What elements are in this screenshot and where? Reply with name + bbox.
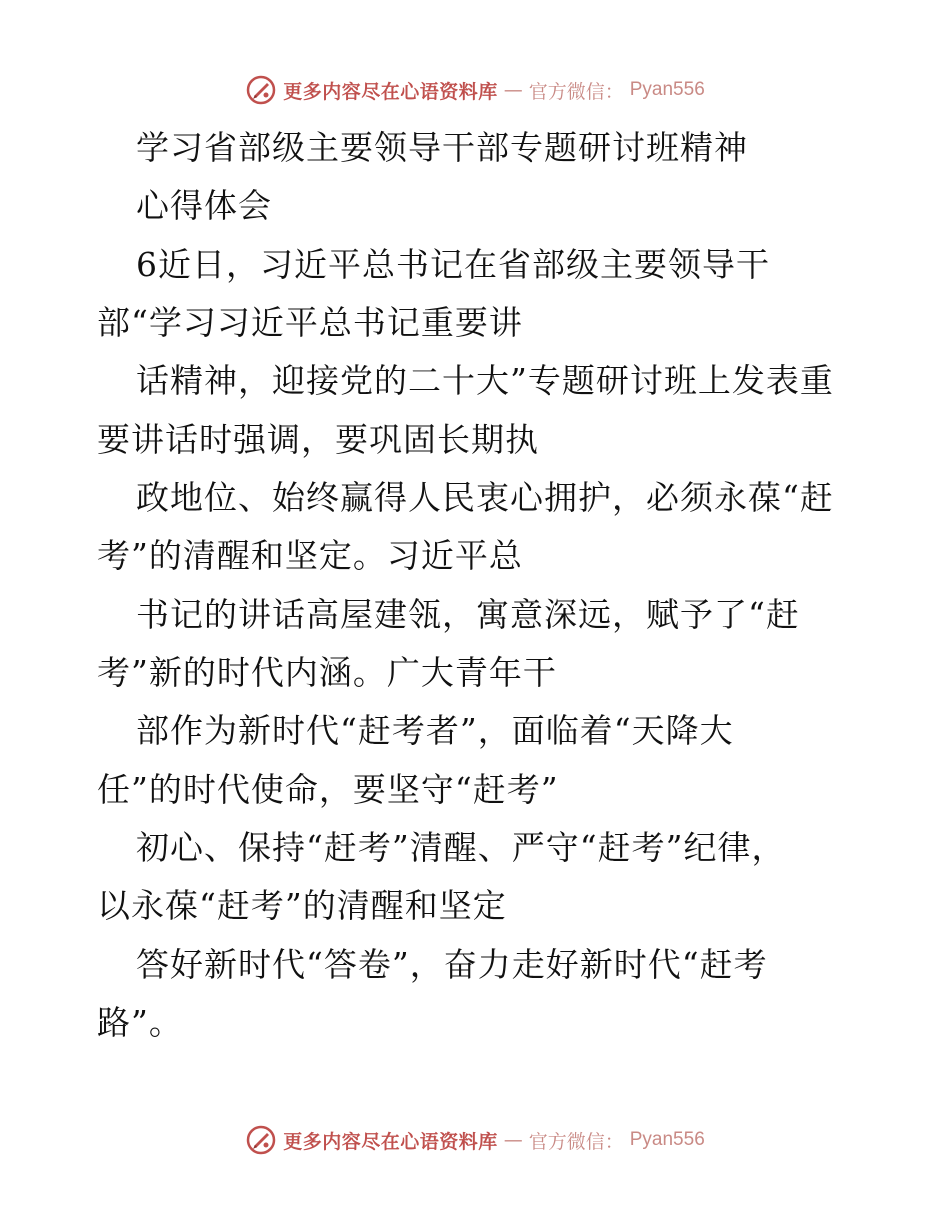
- doc-title-line-1: 学习省部级主要领导干部专题研讨班精神: [136, 128, 748, 167]
- doc-text-line: 初心、保持“赶考”清醒、严守“赶考”纪律，: [136, 828, 786, 867]
- doc-text-line: 任”的时代使命，要坚守“赶考”: [97, 770, 559, 809]
- banner-official-label: 官方微信：: [528, 80, 624, 103]
- quill-pen-logo-icon: [245, 74, 277, 106]
- doc-text-line: 6近日，习近平总书记在省部级主要领导干: [136, 245, 770, 284]
- banner-wechat-id: Pyan556: [629, 1129, 705, 1150]
- doc-text-line: 书记的讲话高屋建瓴，寓意深远，赋予了“赶: [136, 595, 800, 634]
- doc-text-line: 要讲话时强调，要巩固长期执: [97, 420, 539, 459]
- footer-banner: [0, 1122, 950, 1158]
- doc-text-line: 路”。: [97, 1003, 183, 1042]
- banner-separator: —: [503, 1129, 523, 1151]
- banner-brand-text: 更多内容尽在心语资料库: [283, 80, 498, 103]
- banner-official-label: 官方微信：: [528, 1130, 624, 1153]
- banner-separator: —: [503, 79, 523, 101]
- doc-text-line: 考”新的时代内涵。广大青年干: [97, 653, 557, 692]
- banner-brand-text: 更多内容尽在心语资料库: [283, 1130, 498, 1153]
- doc-text-line: 答好新时代“答卷”，奋力走好新时代“赶考: [136, 945, 768, 984]
- doc-text-line: 部作为新时代“赶考者”，面临着“天降大: [136, 711, 734, 750]
- doc-text-line: 部“学习习近平总书记重要讲: [97, 303, 523, 342]
- doc-text-line: 话精神，迎接党的二十大”专题研讨班上发表重: [136, 361, 834, 400]
- header-banner: [0, 72, 950, 108]
- banner-wechat-id: Pyan556: [629, 79, 705, 100]
- doc-text-line: 考”的清醒和坚定。习近平总: [97, 536, 523, 575]
- doc-text-line: 政地位、始终赢得人民衷心拥护，必须永葆“赶: [136, 478, 834, 517]
- doc-text-line: 以永葆“赶考”的清醒和坚定: [97, 886, 507, 925]
- doc-title-line-2: 心得体会: [136, 186, 272, 225]
- quill-pen-logo-icon: [245, 1124, 277, 1156]
